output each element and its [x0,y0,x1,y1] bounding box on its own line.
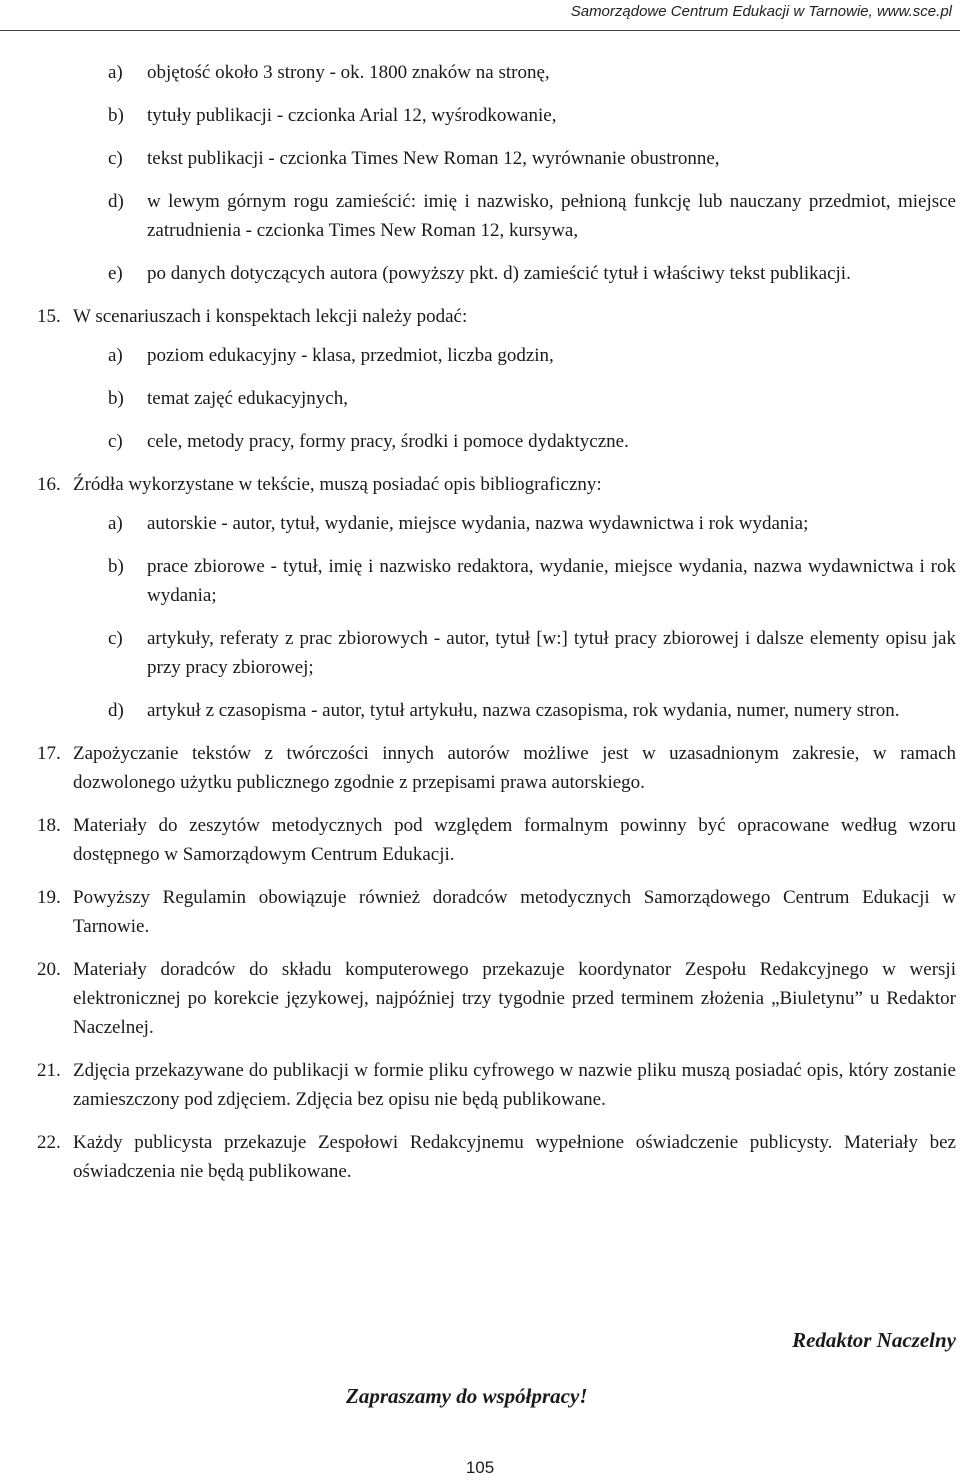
item-text: temat zajęć edukacyjnych, [147,388,348,409]
point-15 [0,302,960,331]
point-number: 18. [37,815,61,836]
point-number: 20. [37,959,61,980]
point-21 [0,1056,960,1114]
point-20 [0,955,960,1042]
point-number: 15. [37,306,61,327]
item-label: a) [108,62,123,83]
item-label: e) [108,263,123,284]
item-text: w lewym górnym rogu zamieścić: imię i nazwisko, pełnioną funkcję lub nauczany przedmiot, miejsce zatrudnienia - czcionka Times New Roman 12, kursywa, [147,191,956,241]
header-divider [0,30,960,31]
point-text: Zdjęcia przekazywane do publikacji w formie pliku cyfrowego w nazwie pliku muszą posiadać opis, który zostanie zamieszczony pod zdjęciem. Zdjęcia bez opisu nie będą publikowane. [73,1060,956,1110]
point-number: 16. [37,474,61,495]
point-number: 17. [37,743,61,764]
list-item [0,144,960,173]
point-16 [0,470,960,499]
point-18 [0,811,960,869]
item-label: c) [108,431,123,452]
list-item [0,509,960,538]
point-number: 22. [37,1132,61,1153]
item-label: b) [108,105,124,126]
list-item [0,58,960,87]
item-text: objętość około 3 strony - ok. 1800 znaków na stronę, [147,62,550,83]
page-header: Samorządowe Centrum Edukacji w Tarnowie, www.sce.pl [570,3,952,20]
item-text: tytuły publikacji - czcionka Arial 12, wyśrodkowanie, [147,105,557,126]
item-label: b) [108,556,124,577]
list-item [0,552,960,610]
item-label: a) [108,513,123,534]
point-text: Każdy publicysta przekazuje Zespołowi Redakcyjnemu wypełnione oświadczenie publicysty. Materiały bez oświadczenia nie będą publikowane. [73,1132,956,1182]
list-item [0,187,960,245]
invitation: Zapraszamy do współpracy! [346,1384,588,1408]
point-text: Źródła wykorzystane w tekście, muszą posiadać opis bibliograficzny: [73,474,602,495]
point-number: 21. [37,1060,61,1081]
list-item [0,624,960,682]
page-number: 105 [465,1458,495,1477]
item-text: autorskie - autor, tytuł, wydanie, miejsce wydania, nazwa wydawnictwa i rok wydania; [147,513,809,534]
point-number: 19. [37,887,61,908]
signature: Redaktor Naczelny [792,1328,956,1352]
document-body [0,58,960,1200]
point-text: W scenariuszach i konspektach lekcji należy podać: [73,306,468,327]
item-text: tekst publikacji - czcionka Times New Roman 12, wyrównanie obustronne, [147,148,720,169]
list-item [0,696,960,725]
item-label: d) [108,700,124,721]
point-text: Materiały doradców do składu komputerowego przekazuje koordynator Zespołu Redakcyjnego w wersji elektronicznej po korekcie językowej, najpóźniej trzy tygodnie przed terminem złożenia „Biuletynu” u Redaktor Naczelnej. [73,959,956,1038]
list-item [0,259,960,288]
item-text: cele, metody pracy, formy pracy, środki i pomoce dydaktyczne. [147,431,629,452]
list-item [0,427,960,456]
point-22 [0,1128,960,1186]
item-text: prace zbiorowe - tytuł, imię i nazwisko redaktora, wydanie, miejsce wydania, nazwa wydawnictwa i rok wydania; [147,556,956,606]
item-label: a) [108,345,123,366]
list-item [0,341,960,370]
item-label: d) [108,191,124,212]
item-text: artykuł z czasopisma - autor, tytuł artykułu, nazwa czasopisma, rok wydania, numer, numery stron. [147,700,900,721]
item-text: po danych dotyczących autora (powyższy pkt. d) zamieścić tytuł i właściwy tekst publikacji. [147,263,851,284]
point-17 [0,739,960,797]
item-label: c) [108,148,123,169]
point-text: Materiały do zeszytów metodycznych pod względem formalnym powinny być opracowane według wzoru dostępnego w Samorządowym Centrum Edukacji. [73,815,956,865]
point-text: Zapożyczanie tekstów z twórczości innych autorów możliwe jest w uzasadnionym zakresie, w ramach dozwolonego użytku publicznego zgodnie z przepisami prawa autorskiego. [73,743,956,793]
item-text: artykuły, referaty z prac zbiorowych - autor, tytuł [w:] tytuł pracy zbiorowej i dalsze elementy opisu jak przy pracy zbiorowej; [147,628,956,678]
item-label: c) [108,628,123,649]
list-item [0,384,960,413]
item-text: poziom edukacyjny - klasa, przedmiot, liczba godzin, [147,345,554,366]
item-label: b) [108,388,124,409]
list-item [0,101,960,130]
point-19 [0,883,960,941]
point-text: Powyższy Regulamin obowiązuje również doradców metodycznych Samorządowego Centrum Edukacji w Tarnowie. [73,887,956,937]
